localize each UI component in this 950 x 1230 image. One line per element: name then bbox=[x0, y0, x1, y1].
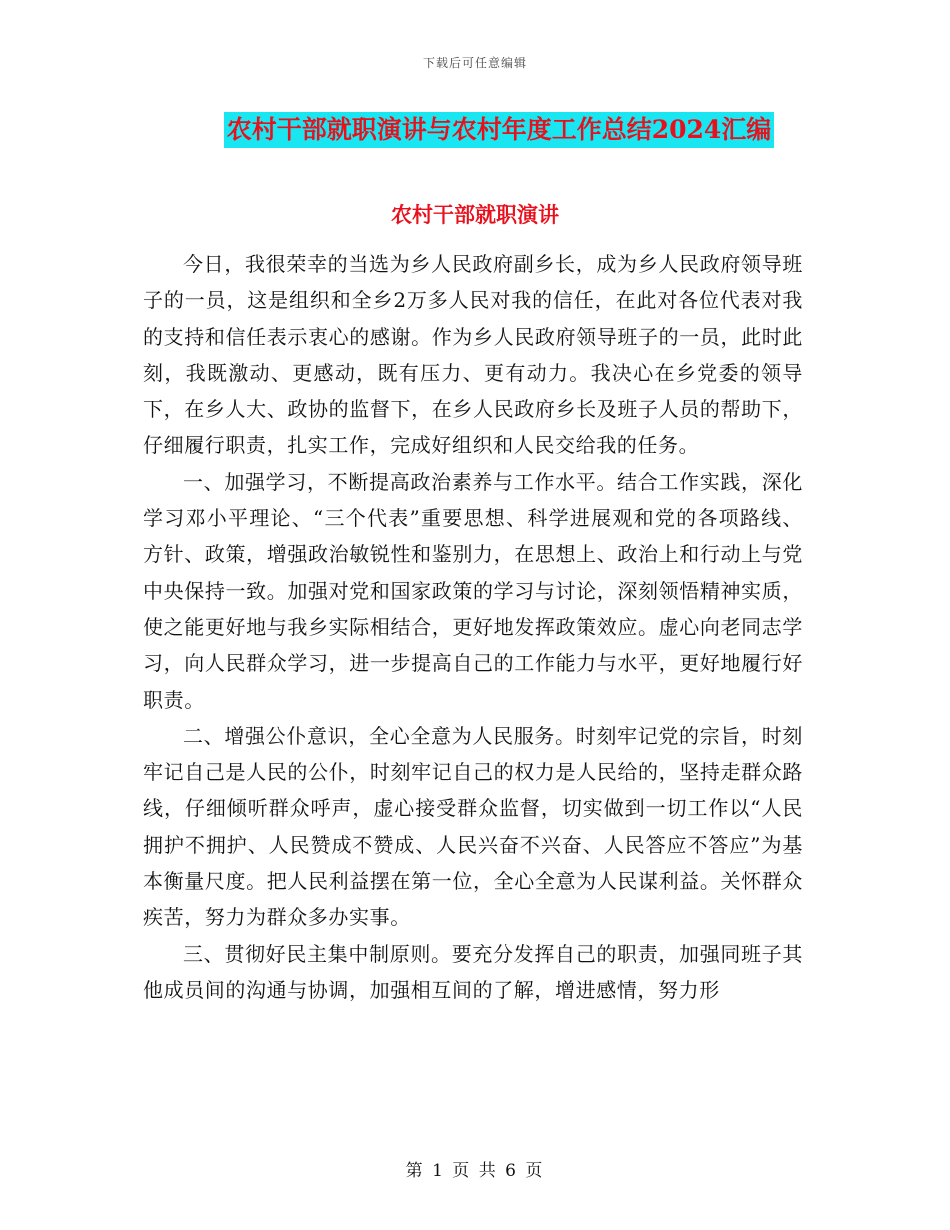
document-title: 农村干部就职演讲与农村年度工作总结2024汇编 bbox=[224, 112, 775, 148]
document-title-wrap bbox=[0, 112, 950, 148]
paragraph: 今日，我很荣幸的当选为乡人民政府副乡长，成为乡人民政府领导班子的一员，这是组织和全乡2万多人民对我的信任，在此对各位代表对我的支持和信任表示衷心的感谢。作为乡人民政府领导班子的一员，此时此刻，我既激动、更感动，既有压力、更有动力。我决心在乡党委的领导下，在乡人大、政协的监督下，在乡人民政府乡长及班子人员的帮助下，仔细履行职责，扎实工作，完成好组织和人民交给我的任务。 bbox=[143, 252, 803, 458]
section-title: 农村干部就职演讲 bbox=[391, 202, 559, 227]
paragraph: 三、贯彻好民主集中制原则。要充分发挥自己的职责，加强同班子其他成员间的沟通与协调，加强相互间的了解，增进感情，努力形 bbox=[143, 941, 803, 1002]
paragraph: 一、加强学习，不断提高政治素养与工作水平。结合工作实践，深化学习邓小平理论、“三个代表”重要思想、科学进展观和党的各项路线、方针、政策，增强政治敏锐性和鉴别力，在思想上、政治上和行动上与党中央保持一致。加强对党和国家政策的学习与讨论，深刻领悟精神实质，使之能更好地与我乡实际相结合，更好地发挥政策效应。虚心向老同志学习，向人民群众学习，进一步提高自己的工作能力与水平，更好地履行好职责。 bbox=[143, 469, 803, 712]
body-text bbox=[143, 246, 803, 1008]
header-note: 下载后可任意编辑 bbox=[422, 56, 527, 70]
paragraph: 二、增强公仆意识，全心全意为人民服务。时刻牢记党的宗旨，时刻牢记自己是人民的公仆，时刻牢记自己的权力是人民给的，坚持走群众路线，仔细倾听群众呼声，虚心接受群众监督，切实做到一切工作以“人民拥护不拥护、人民赞成不赞成、人民兴奋不兴奋、人民答应不答应”为基本衡量尺度。把人民利益摆在第一位，全心全意为人民谋利益。关怀群众疾苦，努力为群众多办实事。 bbox=[143, 723, 803, 930]
page-footer: 第 1 页 共 6 页 bbox=[405, 1161, 545, 1181]
